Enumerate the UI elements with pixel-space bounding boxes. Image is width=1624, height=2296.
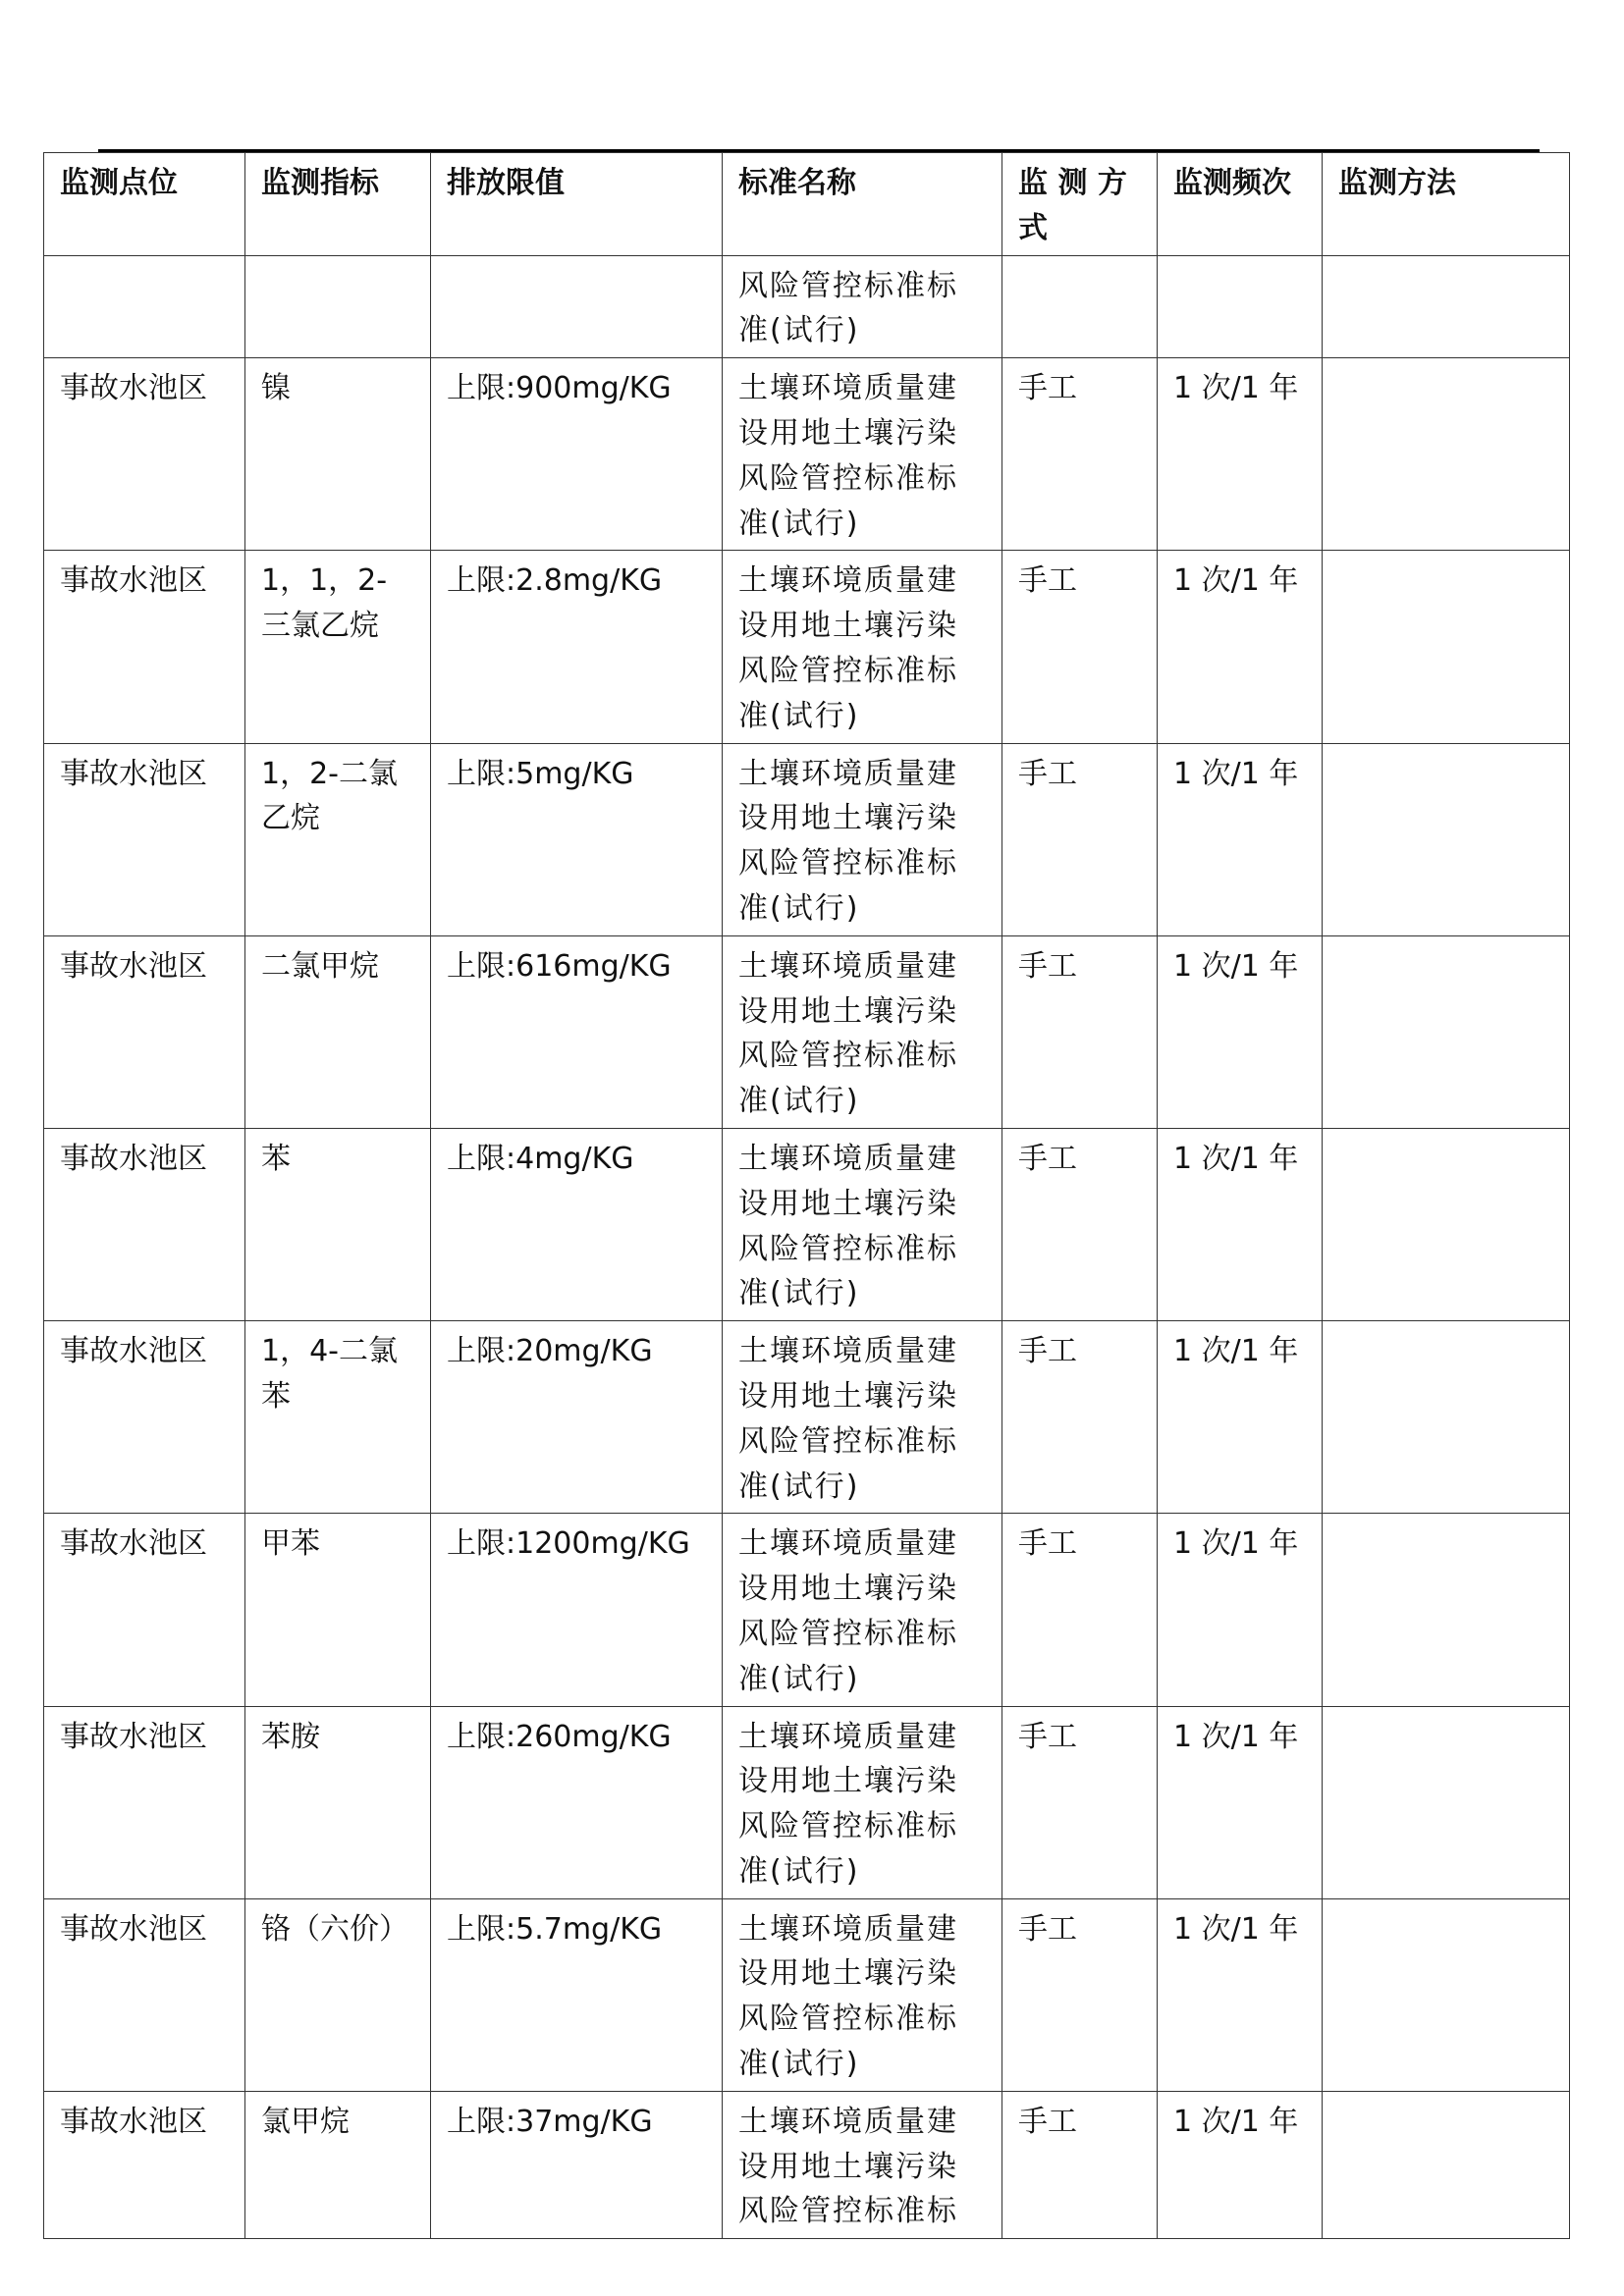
cell-mode: 手工 (1002, 935, 1158, 1128)
header-standard: 标准名称 (723, 153, 1002, 256)
cell-method (1323, 551, 1570, 743)
cell-location: 事故水池区 (44, 935, 245, 1128)
cell-indicator: 甲苯 (245, 1514, 431, 1706)
cell-method (1323, 1514, 1570, 1706)
cell-limit: 上限:260mg/KG (431, 1706, 723, 1898)
cell-indicator: 铬（六价） (245, 1898, 431, 2091)
table-row (44, 1514, 1570, 1706)
cell-standard: 土壤环境质量建设用地土壤污染风险管控标准标准(试行) (723, 358, 1002, 551)
cell-mode: 手工 (1002, 1128, 1158, 1320)
cell-location: 事故水池区 (44, 1706, 245, 1898)
table-row-continuation (44, 255, 1570, 358)
cell-location: 事故水池区 (44, 1128, 245, 1320)
cell-method (1323, 743, 1570, 935)
cell-limit: 上限:20mg/KG (431, 1321, 723, 1514)
cell-location: 事故水池区 (44, 551, 245, 743)
cell-frequency: 1 次/1 年 (1158, 1514, 1323, 1706)
cell-method (1323, 1321, 1570, 1514)
cell-frequency: 1 次/1 年 (1158, 1321, 1323, 1514)
header-method: 监测方法 (1323, 153, 1570, 256)
cell-indicator: 二氯甲烷 (245, 935, 431, 1128)
table-row (44, 551, 1570, 743)
cell-limit: 上限:5mg/KG (431, 743, 723, 935)
cell-frequency: 1 次/1 年 (1158, 1898, 1323, 2091)
cell-frequency (1158, 255, 1323, 358)
table-row (44, 935, 1570, 1128)
cell-standard: 土壤环境质量建设用地土壤污染风险管控标准标准(试行) (723, 1706, 1002, 1898)
cell-indicator (245, 255, 431, 358)
cell-indicator: 氯甲烷 (245, 2091, 431, 2238)
cell-limit (431, 255, 723, 358)
cell-standard: 风险管控标准标准(试行) (723, 255, 1002, 358)
cell-indicator: 苯 (245, 1128, 431, 1320)
table-header-row (44, 153, 1570, 256)
table-row (44, 1706, 1570, 1898)
cell-mode: 手工 (1002, 1706, 1158, 1898)
header-indicator: 监测指标 (245, 153, 431, 256)
cell-location: 事故水池区 (44, 358, 245, 551)
cell-indicator: 1，4-二氯苯 (245, 1321, 431, 1514)
cell-frequency: 1 次/1 年 (1158, 358, 1323, 551)
cell-method (1323, 935, 1570, 1128)
cell-indicator: 1，2-二氯乙烷 (245, 743, 431, 935)
cell-frequency: 1 次/1 年 (1158, 551, 1323, 743)
cell-location (44, 255, 245, 358)
header-limit: 排放限值 (431, 153, 723, 256)
cell-indicator: 苯胺 (245, 1706, 431, 1898)
cell-mode: 手工 (1002, 1514, 1158, 1706)
cell-indicator: 1，1，2-三氯乙烷 (245, 551, 431, 743)
cell-method (1323, 1898, 1570, 2091)
cell-standard: 土壤环境质量建设用地土壤污染风险管控标准标准(试行) (723, 1898, 1002, 2091)
cell-location: 事故水池区 (44, 743, 245, 935)
cell-standard: 土壤环境质量建设用地土壤污染风险管控标准标准(试行) (723, 551, 1002, 743)
cell-limit: 上限:37mg/KG (431, 2091, 723, 2238)
table-row (44, 2091, 1570, 2238)
monitoring-table (43, 152, 1570, 2239)
cell-limit: 上限:2.8mg/KG (431, 551, 723, 743)
cell-frequency: 1 次/1 年 (1158, 2091, 1323, 2238)
table-row (44, 358, 1570, 551)
table-row (44, 1321, 1570, 1514)
cell-mode: 手工 (1002, 1898, 1158, 2091)
table-row (44, 1898, 1570, 2091)
cell-frequency: 1 次/1 年 (1158, 1706, 1323, 1898)
cell-frequency: 1 次/1 年 (1158, 1128, 1323, 1320)
cell-mode: 手工 (1002, 2091, 1158, 2238)
cell-mode: 手工 (1002, 358, 1158, 551)
header-mode: 监 测 方 式 (1002, 153, 1158, 256)
cell-mode: 手工 (1002, 551, 1158, 743)
cell-method (1323, 255, 1570, 358)
cell-location: 事故水池区 (44, 1514, 245, 1706)
cell-standard: 土壤环境质量建设用地土壤污染风险管控标准标准(试行) (723, 1514, 1002, 1706)
header-frequency: 监测频次 (1158, 153, 1323, 256)
cell-standard: 土壤环境质量建设用地土壤污染风险管控标准标准(试行) (723, 1128, 1002, 1320)
cell-frequency: 1 次/1 年 (1158, 935, 1323, 1128)
cell-location: 事故水池区 (44, 1321, 245, 1514)
cell-method (1323, 2091, 1570, 2238)
cell-limit: 上限:616mg/KG (431, 935, 723, 1128)
cell-method (1323, 1128, 1570, 1320)
cell-frequency: 1 次/1 年 (1158, 743, 1323, 935)
table-row (44, 743, 1570, 935)
cell-mode: 手工 (1002, 1321, 1158, 1514)
cell-indicator: 镍 (245, 358, 431, 551)
cell-standard: 土壤环境质量建设用地土壤污染风险管控标准标准(试行) (723, 1321, 1002, 1514)
cell-limit: 上限:1200mg/KG (431, 1514, 723, 1706)
cell-limit: 上限:5.7mg/KG (431, 1898, 723, 2091)
cell-standard: 土壤环境质量建设用地土壤污染风险管控标准标 (723, 2091, 1002, 2238)
cell-limit: 上限:900mg/KG (431, 358, 723, 551)
cell-location: 事故水池区 (44, 1898, 245, 2091)
cell-standard: 土壤环境质量建设用地土壤污染风险管控标准标准(试行) (723, 743, 1002, 935)
cell-standard: 土壤环境质量建设用地土壤污染风险管控标准标准(试行) (723, 935, 1002, 1128)
cell-mode: 手工 (1002, 743, 1158, 935)
cell-mode (1002, 255, 1158, 358)
header-location: 监测点位 (44, 153, 245, 256)
cell-method (1323, 1706, 1570, 1898)
cell-limit: 上限:4mg/KG (431, 1128, 723, 1320)
cell-method (1323, 358, 1570, 551)
cell-location: 事故水池区 (44, 2091, 245, 2238)
table-row (44, 1128, 1570, 1320)
